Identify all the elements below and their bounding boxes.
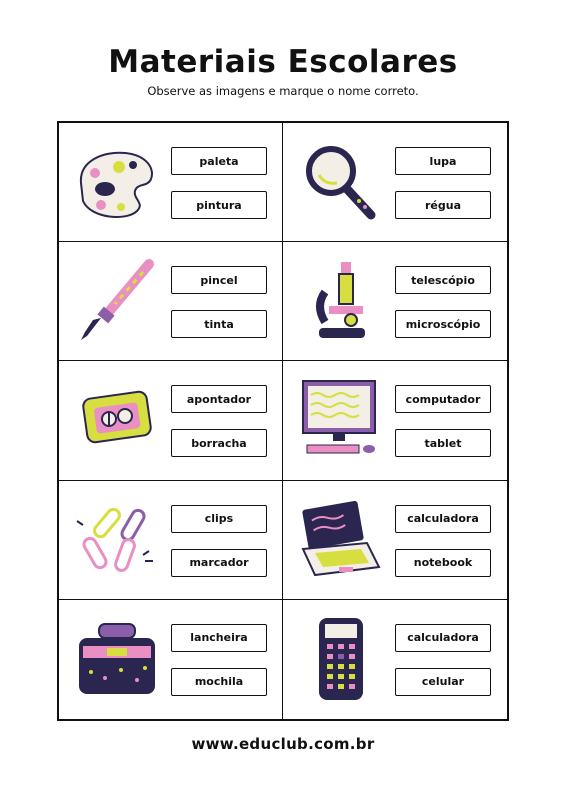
palette-icon bbox=[71, 137, 163, 227]
option-b-button[interactable]: pintura bbox=[171, 191, 267, 219]
item-cell bbox=[59, 123, 283, 242]
option-b-button[interactable]: celular bbox=[395, 668, 491, 696]
instructions: Observe as imagens e marque o nome correto. bbox=[147, 84, 419, 98]
option-a-button[interactable]: paleta bbox=[171, 147, 267, 175]
lunchbox-icon bbox=[71, 614, 163, 704]
item-cell bbox=[283, 481, 507, 600]
item-cell bbox=[59, 481, 283, 600]
sharpener-icon bbox=[71, 375, 163, 465]
clips-icon bbox=[71, 495, 163, 585]
option-b-button[interactable]: tablet bbox=[395, 429, 491, 457]
option-a-button[interactable]: calculadora bbox=[395, 624, 491, 652]
item-cell bbox=[59, 242, 283, 361]
option-a-button[interactable]: lupa bbox=[395, 147, 491, 175]
laptop-icon bbox=[295, 495, 387, 585]
item-cell bbox=[59, 600, 283, 719]
item-cell bbox=[283, 600, 507, 719]
page-title: Materiais Escolares bbox=[108, 44, 458, 80]
option-a-button[interactable]: pincel bbox=[171, 266, 267, 294]
option-a-button[interactable]: calculadora bbox=[395, 505, 491, 533]
magnifier-icon bbox=[295, 137, 387, 227]
option-a-button[interactable]: clips bbox=[171, 505, 267, 533]
website-link[interactable]: www.educlub.com.br bbox=[191, 735, 375, 753]
option-b-button[interactable]: notebook bbox=[395, 549, 491, 577]
brush-icon bbox=[71, 256, 163, 346]
option-b-button[interactable]: régua bbox=[395, 191, 491, 219]
option-b-button[interactable]: microscópio bbox=[395, 310, 491, 338]
calculator-icon bbox=[295, 614, 387, 704]
item-cell bbox=[283, 242, 507, 361]
option-b-button[interactable]: mochila bbox=[171, 668, 267, 696]
item-cell bbox=[283, 123, 507, 242]
option-a-button[interactable]: telescópio bbox=[395, 266, 491, 294]
option-b-button[interactable]: marcador bbox=[171, 549, 267, 577]
microscope-icon bbox=[295, 256, 387, 346]
option-a-button[interactable]: lancheira bbox=[171, 624, 267, 652]
item-cell bbox=[283, 361, 507, 480]
computer-icon bbox=[295, 375, 387, 465]
option-a-button[interactable]: apontador bbox=[171, 385, 267, 413]
item-cell bbox=[59, 361, 283, 480]
option-a-button[interactable]: computador bbox=[395, 385, 491, 413]
option-b-button[interactable]: tinta bbox=[171, 310, 267, 338]
option-b-button[interactable]: borracha bbox=[171, 429, 267, 457]
exercise-grid bbox=[57, 121, 509, 721]
